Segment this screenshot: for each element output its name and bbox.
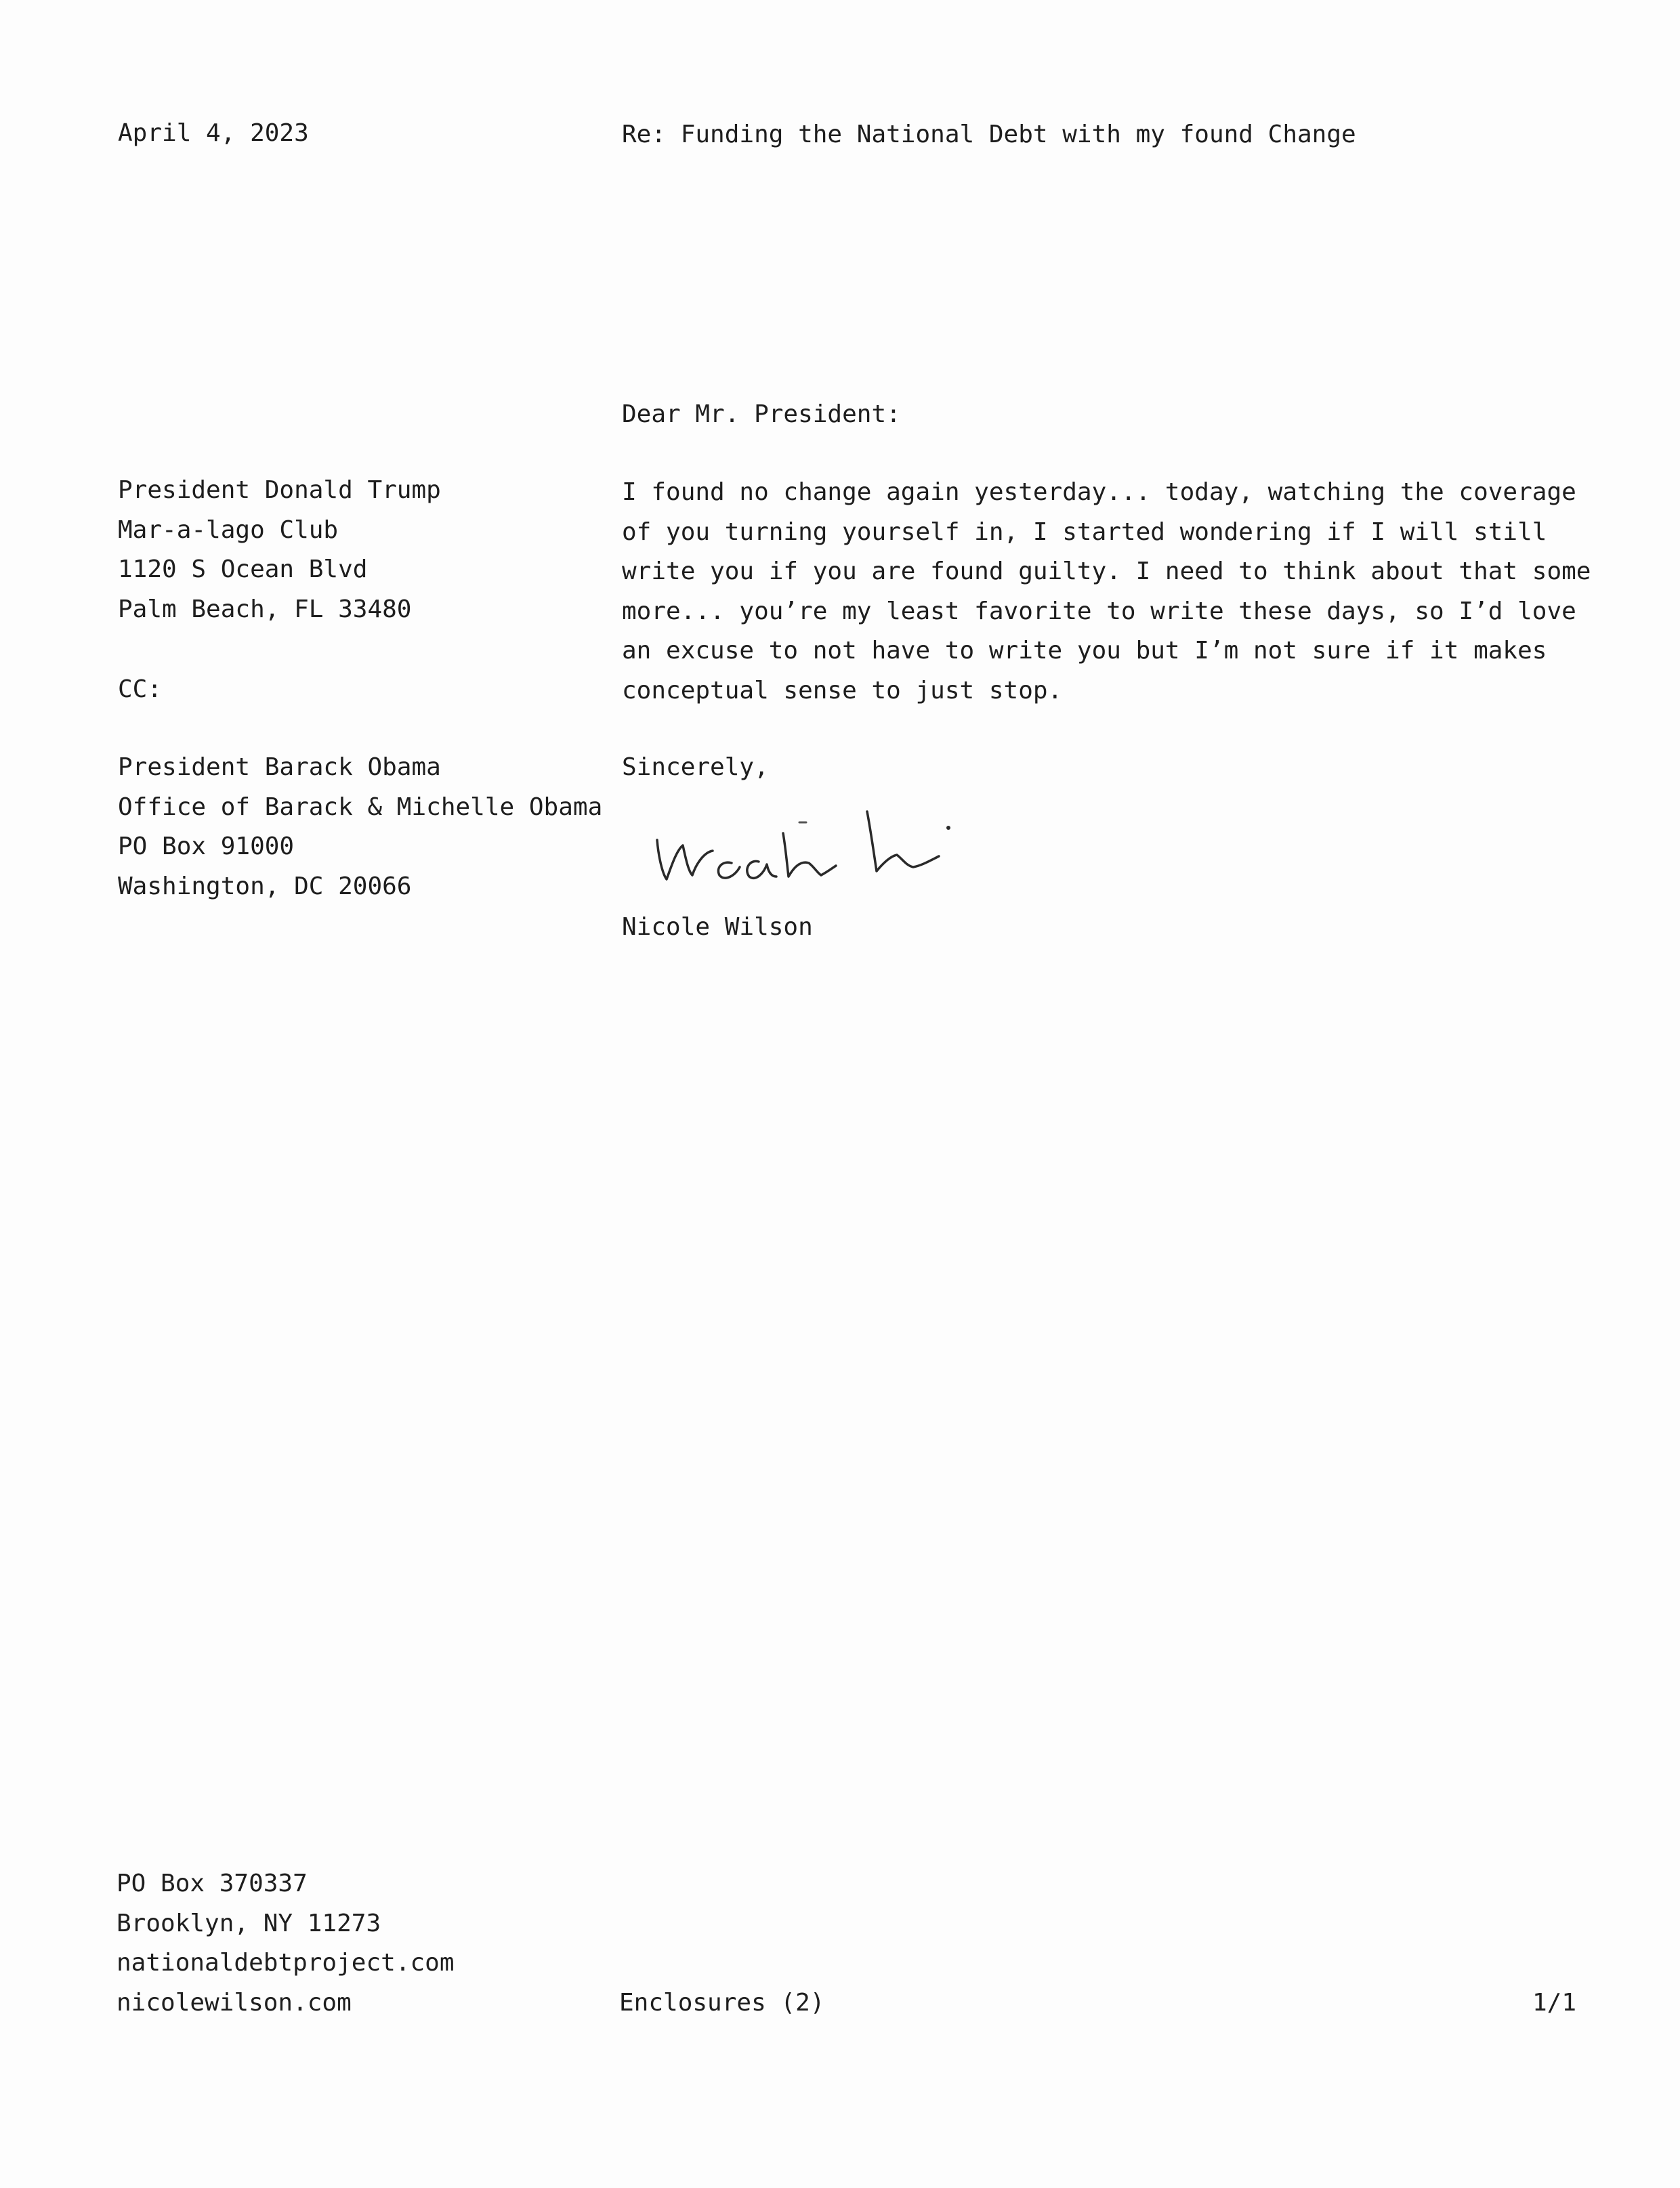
letter-date: April 4, 2023 bbox=[118, 119, 309, 147]
address-line: President Donald Trump bbox=[118, 476, 441, 504]
sender-address bbox=[117, 1864, 455, 2023]
sender-line: Brooklyn, NY 11273 bbox=[117, 1909, 381, 1937]
handwritten-signature bbox=[644, 793, 969, 894]
salutation: Dear Mr. President: bbox=[622, 400, 901, 428]
address-line: Palm Beach, FL 33480 bbox=[118, 595, 412, 623]
address-line: Office of Barack & Michelle Obama bbox=[118, 793, 603, 821]
body-line: I found no change again yesterday... today, watching the coverage bbox=[622, 478, 1576, 506]
cc-address bbox=[118, 748, 602, 906]
sender-line bbox=[117, 1983, 455, 2023]
body-line: write you if you are found guilty. I need to think about that some bbox=[622, 557, 1591, 585]
address-line: Washington, DC 20066 bbox=[118, 872, 412, 900]
address-line: Mar-a-lago Club bbox=[118, 516, 339, 544]
address-line: President Barack Obama bbox=[118, 753, 441, 781]
body-line: conceptual sense to just stop. bbox=[622, 676, 1063, 704]
cc-label: CC: bbox=[118, 675, 163, 703]
website-link[interactable]: nicolewilson.com bbox=[117, 1988, 352, 2017]
page-number: 1/1 bbox=[1532, 1989, 1577, 2017]
recipient-address bbox=[118, 471, 441, 629]
sender-line bbox=[117, 1943, 455, 1983]
sender-line: PO Box 370337 bbox=[117, 1870, 308, 1897]
enclosures-note: Enclosures (2) bbox=[619, 1989, 825, 2017]
letter-body bbox=[622, 473, 1591, 711]
address-line: 1120 S Ocean Blvd bbox=[118, 555, 368, 583]
closing: Sincerely, bbox=[622, 753, 769, 781]
body-line: of you turning yourself in, I started wondering if I will still bbox=[622, 518, 1547, 546]
signer-name: Nicole Wilson bbox=[622, 913, 813, 941]
website-link[interactable]: nationaldebtproject.com bbox=[117, 1949, 455, 1977]
body-line: more... you’re my least favorite to write these days, so I’d love bbox=[622, 597, 1576, 625]
address-line: PO Box 91000 bbox=[118, 833, 295, 860]
body-line: an excuse to not have to write you but I’m not sure if it makes bbox=[622, 637, 1547, 665]
letter-subject: Re: Funding the National Debt with my found Change bbox=[622, 121, 1356, 148]
